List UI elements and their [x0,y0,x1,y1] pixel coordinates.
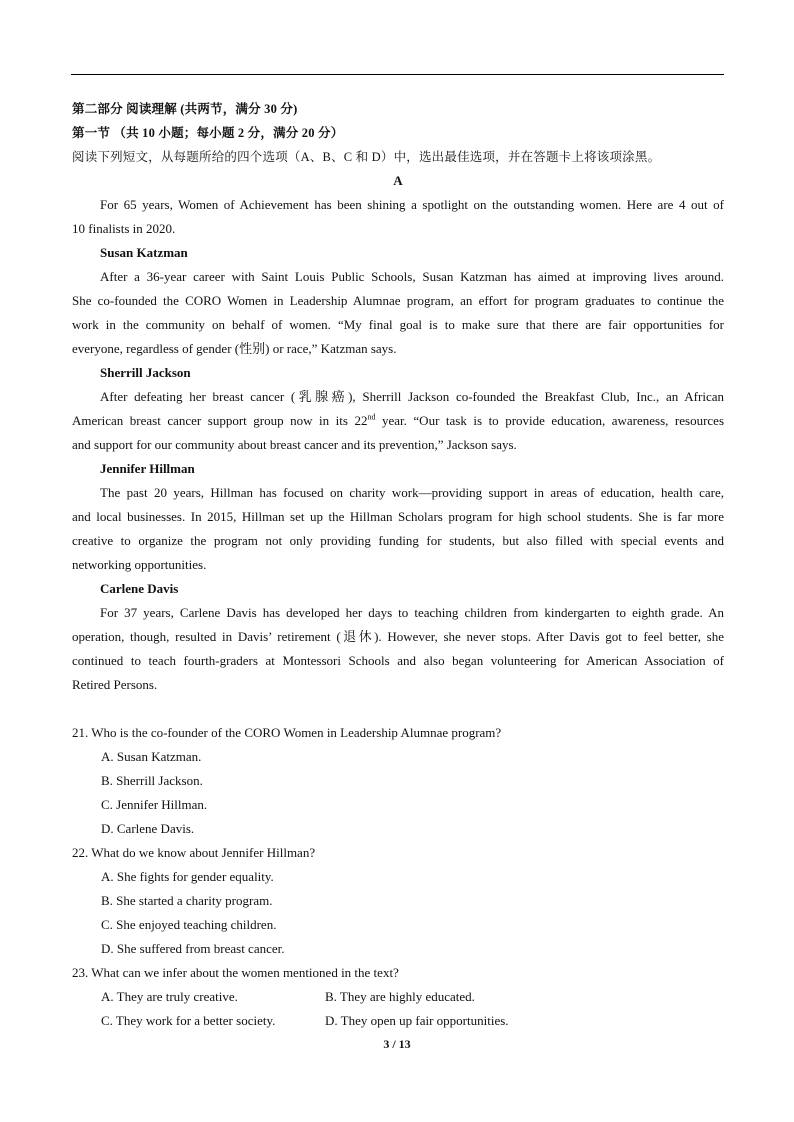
question-23-options-row-2 [72,1009,724,1033]
jackson-line-2b: year. “Our task is to provide education, awareness, resources [375,413,725,428]
question-21-option-d: D. Carlene Davis. [101,821,195,836]
question-22-option-b: B. She started a charity program. [101,893,273,908]
davis-line-1: For 37 years, Carlene Davis has developed her days to teaching children from kindergarten to eighth grade. An [100,605,724,620]
header-rule [71,74,724,75]
passage-label: A [393,173,403,188]
instructions: 阅读下列短文，从每题所给的四个选项（A、B、C 和 D）中，选出最佳选项，并在答题卡上将该项涂黑。 [72,150,661,164]
question-21-option-b: B. Sherrill Jackson. [101,773,203,788]
name-jackson: Sherrill Jackson [100,365,191,380]
hillman-line-1: The past 20 years, Hillman has focused on charity work—providing support in areas of education, health care, [100,485,724,500]
question-21-option-a: A. Susan Katzman. [101,749,202,764]
question-23-option-c: C. They work for a better society. [101,1013,276,1028]
question-21-stem: 21. Who is the co-founder of the CORO Women in Leadership Alumnae program? [72,725,502,740]
question-22-option-c: C. She enjoyed teaching children. [101,917,277,932]
davis-line-4: Retired Persons. [72,677,158,692]
page-number: 3 / 13 [383,1037,411,1051]
question-23-option-d: D. They open up fair opportunities. [325,1013,509,1028]
question-23-stem: 23. What can we infer about the women mentioned in the text? [72,965,399,980]
subsection-header: 第一节 （共 10 小题；每小题 2 分，满分 20 分） [72,126,344,140]
question-23-options-row-1 [72,985,724,1009]
name-davis: Carlene Davis [100,581,179,596]
question-22-option-d: D. She suffered from breast cancer. [101,941,285,956]
intro-line-1: For 65 years, Women of Achievement has been shining a spotlight on the outstanding women. Here are 4 out of [100,197,724,212]
question-23-option-a: A. They are truly creative. [101,989,238,1004]
jackson-line-1: After defeating her breast cancer (乳腺癌), Sherrill Jackson co-founded the Breakfast Club, Inc., an African [100,389,724,404]
section-header: 第二部分 阅读理解 (共两节，满分 30 分) [72,102,298,116]
davis-line-2: operation, though, resulted in Davis’ retirement (退休). However, she never stops. After Davis got to feel better, she [72,629,724,644]
name-katzman: Susan Katzman [100,245,188,260]
katzman-line-1: After a 36-year career with Saint Louis Public Schools, Susan Katzman has aimed at improving lives around. [100,269,724,284]
ordinal-suffix: nd [367,412,376,422]
jackson-line-3: and support for our community about breast cancer and its prevention,” Jackson says. [72,437,517,452]
question-21-option-c: C. Jennifer Hillman. [101,797,208,812]
question-23-option-b: B. They are highly educated. [325,989,475,1004]
exam-content [72,97,724,1033]
spacer [72,697,724,721]
jackson-line-2 [72,409,724,433]
davis-line-3: continued to teach fourth-graders at Montessori Schools and also began volunteering for American Association of [72,653,724,668]
question-22-stem: 22. What do we know about Jennifer Hillman? [72,845,316,860]
hillman-line-4: networking opportunities. [72,557,207,572]
hillman-line-2: and local businesses. In 2015, Hillman set up the Hillman Scholars program for high school students. She is far more [72,509,724,524]
question-22-option-a: A. She fights for gender equality. [101,869,274,884]
name-hillman: Jennifer Hillman [100,461,195,476]
jackson-line-2a: American breast cancer support group now in its 22 [72,413,368,428]
hillman-line-3: creative to organize the program not only providing funding for students, but also filled with special events and [72,533,724,548]
intro-line-2: 10 finalists in 2020. [72,221,176,236]
katzman-line-2: She co-founded the CORO Women in Leadership Alumnae program, an effort for program graduates to continue the [72,293,724,308]
katzman-line-4: everyone, regardless of gender (性别) or race,” Katzman says. [72,341,397,356]
katzman-line-3: work in the community on behalf of women. “My final goal is to make sure that there are fair opportunities for [72,317,724,332]
